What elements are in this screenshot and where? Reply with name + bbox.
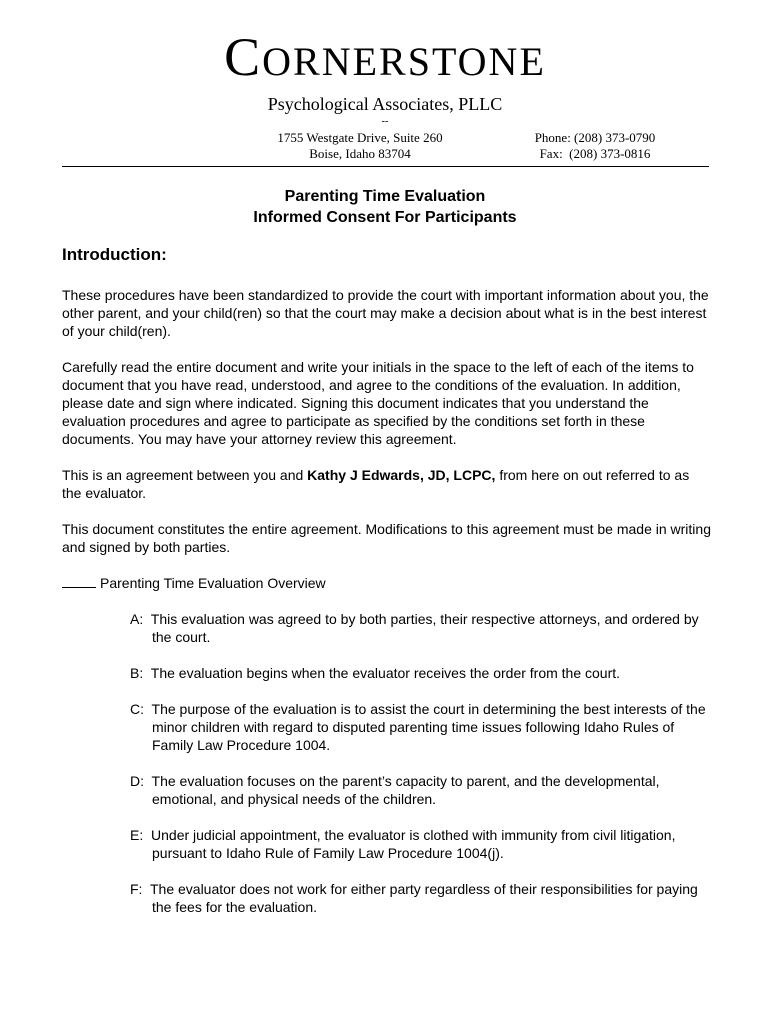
title-line-1: Parenting Time Evaluation [284, 188, 486, 205]
paragraph-3-end: from here on out referred to as the evaluator. [62, 467, 690, 501]
company-address [260, 130, 460, 162]
item-label: C: [130, 701, 144, 717]
document-title [0, 186, 770, 228]
paragraph-4: This document constitutes the entire agreement. Modifications to this agreement must be made in writing and signed by both parties. [62, 521, 711, 555]
item-label: B: [130, 665, 144, 681]
list-item [108, 700, 712, 754]
overview-section-line [62, 574, 712, 592]
list-item [108, 610, 712, 646]
evaluator-name: Kathy J Edwards, JD, LCPC, [307, 467, 496, 483]
paragraph-2: Carefully read the entire document and write your initials in the space to the left of each of the items to document that you have read, understood, and agree to the conditions of the evaluation. In addition, please date and sign where indicated. Signing this document indicates that you understand the evaluation procedures and agree to participate as specified by the conditions set forth in these documents. You may have your attorney review this agreement. [62, 359, 694, 447]
item-label: E: [130, 827, 144, 843]
brand-initial: C [224, 27, 263, 87]
item-text: The evaluator does not work for either party regardless of their responsibilities for paying the fees for the evaluation. [149, 881, 698, 915]
list-item [108, 880, 712, 916]
letterhead-separator: -- [381, 116, 389, 127]
phone-number: Phone: (208) 373-0790 [534, 130, 656, 145]
item-text: This evaluation was agreed to by both parties, their respective attorneys, and ordered by the court. [150, 611, 699, 645]
item-label: A: [130, 611, 144, 627]
item-text: The evaluation focuses on the parent’s capacity to parent, and the developmental, emotional, and physical needs of the children. [151, 773, 660, 807]
item-text: The evaluation begins when the evaluator receives the order from the court. [150, 665, 621, 681]
header-divider [62, 166, 709, 167]
fax-number: Fax: (208) 373-0816 [539, 146, 651, 161]
section-heading: Introduction: [62, 245, 167, 264]
list-item [108, 826, 712, 862]
overview-section-title: Parenting Time Evaluation Overview [100, 575, 326, 591]
document-body [62, 286, 712, 934]
paragraph-3 [62, 466, 712, 502]
paragraph-1: These procedures have been standardized to provide the court with important information about you, the other parent, and your child(ren) so that the court may make a decision about what is in the best interest of your child(ren). [62, 287, 709, 339]
item-label: D: [130, 773, 144, 789]
list-item [108, 664, 712, 682]
item-text: Under judicial appointment, the evaluator is clothed with immunity from civil litigation, pursuant to Idaho Rule of Family Law Procedure 1004(j). [151, 827, 676, 861]
initials-blank[interactable] [62, 574, 96, 588]
brand-rest: ORNERSTONE [262, 39, 546, 84]
company-contact [520, 130, 670, 162]
list-item [108, 772, 712, 808]
item-label: F: [130, 881, 143, 897]
address-line-1: 1755 Westgate Drive, Suite 260 [277, 130, 443, 145]
address-line-2: Boise, Idaho 83704 [309, 146, 411, 161]
company-subtitle: Psychological Associates, PLLC [267, 94, 503, 114]
item-text: The purpose of the evaluation is to assist the court in determining the best interests of the minor children with regard to disputed parenting time issues following Idaho Rules of Family Law Procedure 1004. [151, 701, 706, 753]
overview-items [62, 610, 712, 916]
paragraph-3-start: This is an agreement between you and [62, 467, 308, 483]
brand-logo-text [0, 27, 770, 87]
title-line-2: Informed Consent For Participants [253, 209, 517, 226]
